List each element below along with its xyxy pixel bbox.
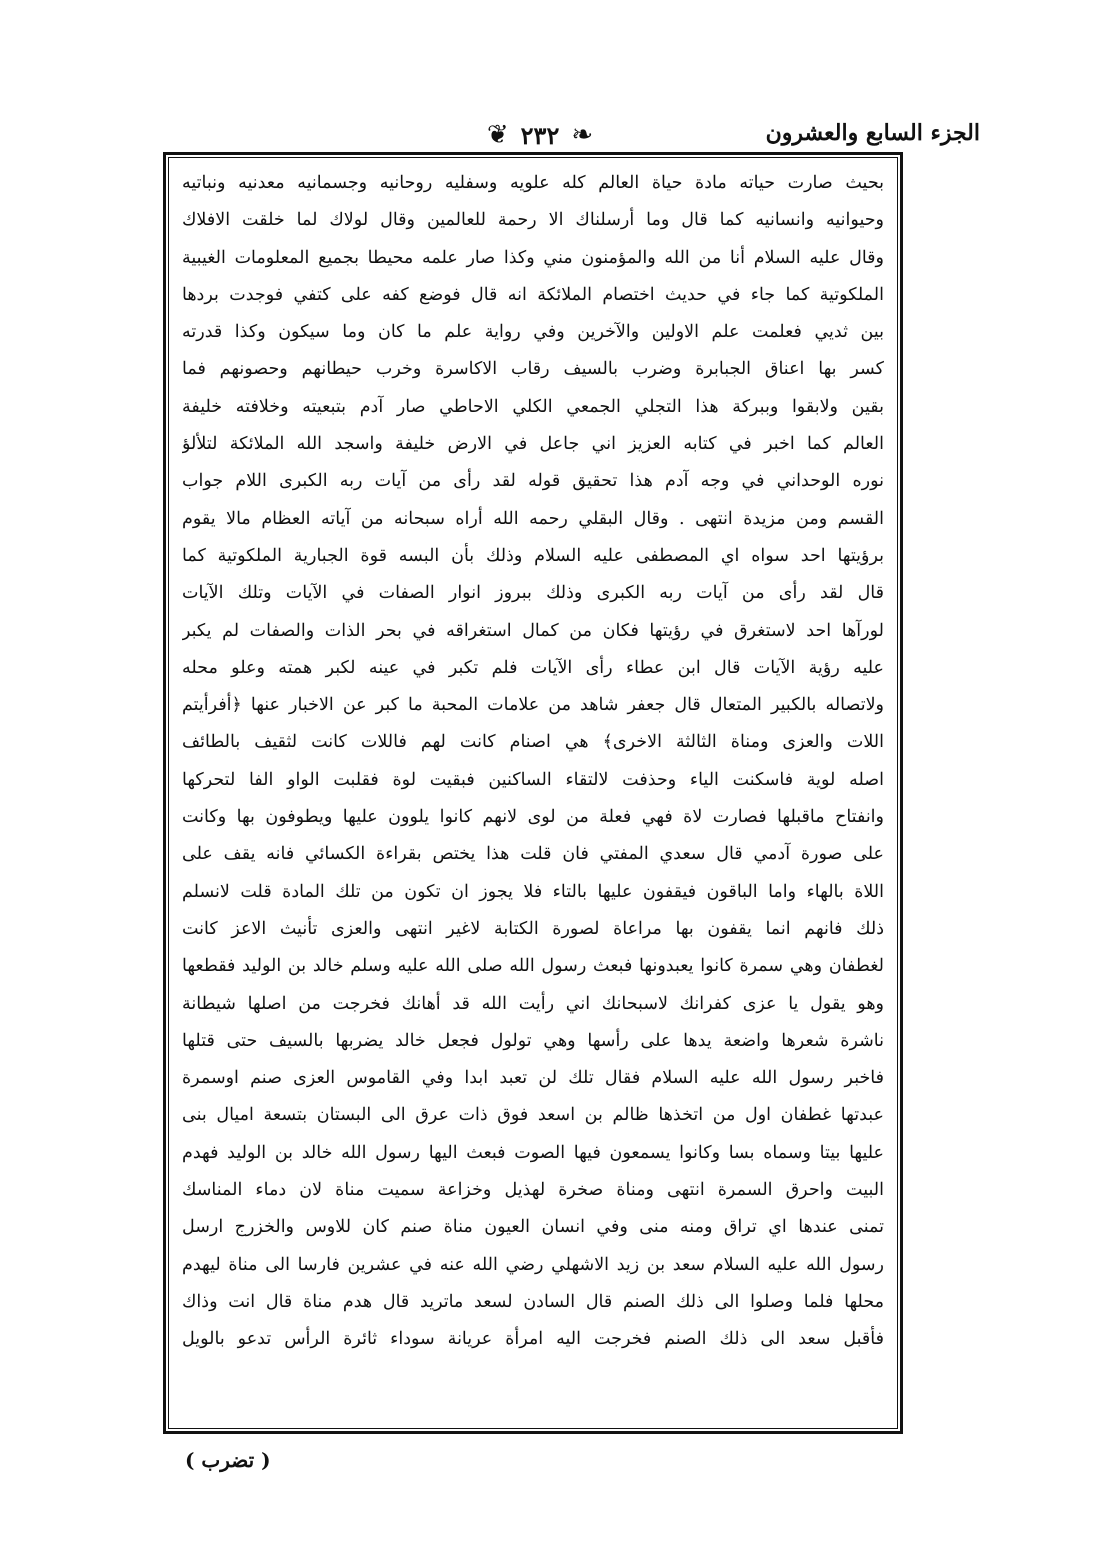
- text-line: وقال عليه السلام أنا من الله والمؤمنون مني وكذا صار علمه محيطا بجميع المعلومات الغيبية: [182, 247, 884, 268]
- text-line: فاخبر رسول الله عليه السلام فقال تلك لن تعبد ابدا وفي القاموس العزى صنم اوسمرة: [182, 1068, 884, 1089]
- text-line: وهو يقول يا عزى كفرانك لاسبحانك اني رأيت الله قد أهانك فخرجت من اصلها شيطانة: [182, 993, 884, 1014]
- text-line: رسول الله عليه السلام سعد بن زيد الاشهلي رضي الله عنه في عشرين فارسا الى مناة ليهدم: [182, 1254, 884, 1275]
- text-line: البيت واحرق السمرة انتهى ومناة صخرة لهذيل وخزاعة سميت مناة لان دماء المناسك: [182, 1180, 884, 1201]
- page-number: ٢٣٢: [520, 120, 560, 150]
- text-line: لورآها احد لاستغرق في رؤيتها فكان من كمال استغراقه في بحر الذات والصفات لم يكبر: [182, 620, 884, 641]
- text-line: اللات والعزى ومناة الثالثة الاخرى﴾ هي اصنام كانت لهم فاللات كانت لثقيف بالطائف: [182, 732, 884, 753]
- text-line: لغطفان وهي سمرة كانوا يعبدونها فبعث رسول الله صلى الله عليه وسلم خالد بن الوليد فقطعها: [182, 956, 884, 977]
- text-line: وحيوانيه وانسانيه كما قال وما أرسلناك الا رحمة للعالمين وقال لولاك لما خلقت الافلاك: [182, 210, 884, 231]
- text-line: برؤيتها احد سواه اي المصطفى عليه السلام وذلك بأن البسه قوة الجبارية الملكوتية كما: [182, 545, 884, 566]
- text-line: قال لقد رأى من آيات ربه الكبرى وذلك ببروز انوار الصفات في الآيات وتلك الآيات: [182, 583, 884, 604]
- text-line: الملكوتية كما جاء في حديث اختصام الملائكة انه قال فوضع كفه على كتفي فوجدت بردها: [182, 284, 884, 305]
- text-frame: [163, 152, 903, 1434]
- text-line: ناشرة شعرها واضعة يدها على رأسها وهي تولول فجعل خالد يضربها بالسيف حتى قتلها: [182, 1030, 884, 1051]
- text-line: محلها فلما وصلوا الى ذلك الصنم قال السادن لسعد ماتريد قال هدم مناة قال انت وذاك: [182, 1291, 884, 1312]
- text-line: اصله لوية فاسكنت الياء وحذفت لالتقاء الساكنين فبقيت لوة فقلبت الواو الفا لتحركها: [182, 769, 884, 790]
- ornament-right-icon: ❧: [571, 120, 594, 150]
- text-line: القسم ومن مزيدة انتهى . وقال البقلي رحمه الله أراه سبحانه من آياته العظام مالا يقوم: [182, 508, 884, 529]
- text-line: بقين ولابقوا وببركة هذا التجلي الجمعي الكلي الاحاطي صار آدم بتبعيته وخلافته خليفة: [182, 396, 884, 417]
- text-line: تمنى عندها اي تراق ومنه منى وفي انسان العيون مناة صنم كان للاوس والخزرج ارسل: [182, 1217, 884, 1238]
- text-line: ولاتصاله بالكبير المتعال قال جعفر شاهد من علامات المحبة ما كبر عن الاخبار عنها ﴿أفرأيتم: [182, 695, 884, 716]
- running-title: الجزء السابع والعشرون: [765, 120, 980, 146]
- text-line: عليه رؤية الآيات قال ابن عطاء رأى الآيات فلم تكبر في عينه لكبر همته وعلو محله: [182, 657, 884, 678]
- text-line: على صورة آدمي قال سعدي المفتي فان قلت هذا يختص بقراءة الكسائي فانه يقف على: [182, 844, 884, 865]
- text-line: اللاة بالهاء واما الباقون فيقفون عليها بالتاء فلا يجوز ان تكون من تلك المادة قلت لانسلم: [182, 881, 884, 902]
- text-line: وانفتاح ماقبلها فصارت لاة فهي فعلة من لوى لانهم كانوا يلوون عليها ويطوفون بها وكانت: [182, 807, 884, 828]
- catchword: ( تضرب ): [185, 1448, 271, 1472]
- text-line: نوره الوحداني في وجه آدم هذا تحقيق قوله لقد رأى من آيات ربه الكبرى اللام جواب: [182, 471, 884, 492]
- text-line: كسر بها اعناق الجبابرة وضرب بالسيف رقاب الاكاسرة وخرب حيطانهم وحصونهم فما: [182, 359, 884, 380]
- text-line: ذلك فانهم انما يقفون بها مراعاة لصورة الكتابة لاغير انتهى والعزى تأنيث الاعز كانت: [182, 918, 884, 939]
- text-line: بحيث صارت حياته مادة حياة العالم كله علويه وسفليه روحانيه وجسمانيه معدنيه ونباتيه: [182, 173, 884, 193]
- text-line: عليها بيتا وسماه بسا وكانوا يسمعون فيها الصوت فبعث اليها رسول الله خالد بن الوليد فهدم: [182, 1142, 884, 1163]
- text-line: عبدتها غطفان اول من اتخذها ظالم بن اسعد فوق ذات عرق الى البستان بتسعة اميال بنى: [182, 1105, 884, 1126]
- text-line: بين ثديي فعلمت علم الاولين والآخرين وفي رواية علم ما كان وما سيكون وكذا قدرته: [182, 322, 884, 343]
- text-line: فأقبل سعد الى ذلك الصنم فخرجت اليه امرأة عريانة سوداء ثائرة الرأس تدعو بالويل: [182, 1329, 884, 1350]
- text-line: العالم كما اخبر في كتابه العزيز اني جاعل في الارض خليفة واسجد الله الملائكة لتلألؤ: [182, 434, 884, 455]
- ornament-left-icon: ❦: [486, 120, 509, 150]
- text-body: [182, 165, 884, 1423]
- page-number-block: [450, 118, 630, 152]
